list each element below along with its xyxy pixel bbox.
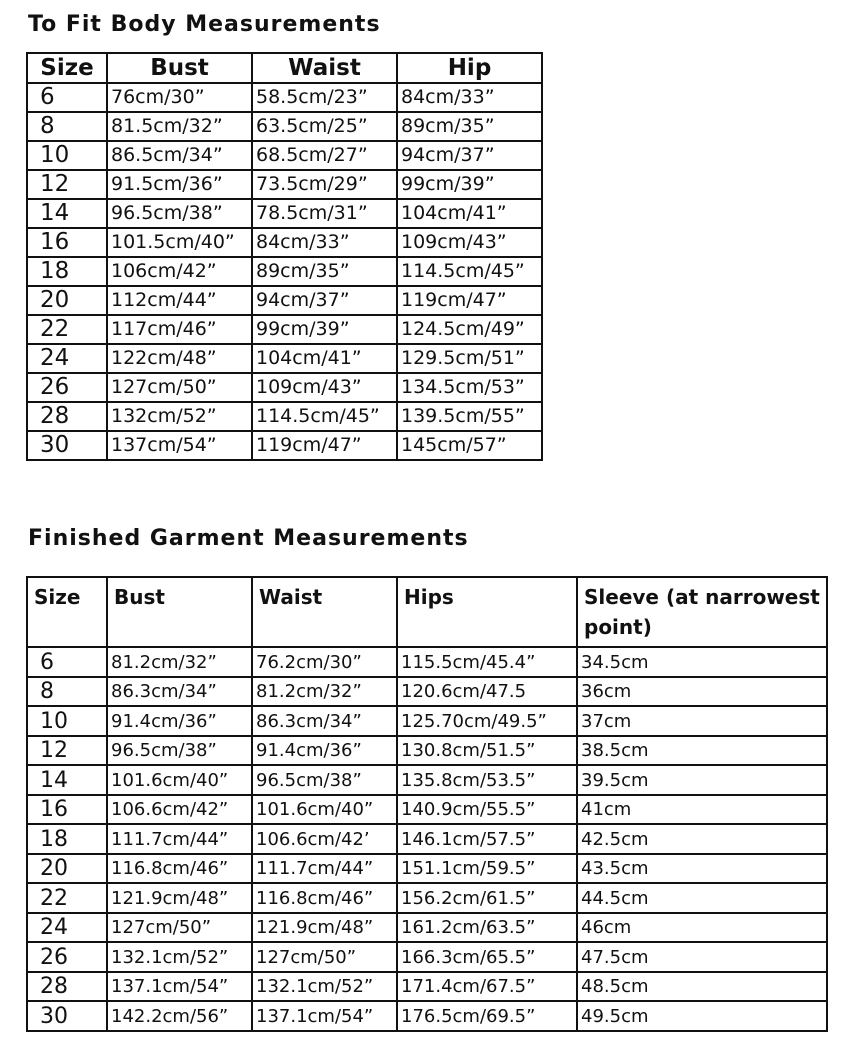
- measurement-cell: 81.2cm/32”: [252, 677, 397, 707]
- size-cell: 18: [27, 257, 107, 286]
- measurement-cell: 134.5cm/53”: [397, 373, 542, 402]
- measurement-cell: 101.6cm/40”: [252, 795, 397, 825]
- table-row: [27, 112, 542, 141]
- size-cell: 20: [27, 854, 107, 884]
- measurement-cell: 39.5cm: [577, 765, 827, 795]
- measurement-cell: 151.1cm/59.5”: [397, 854, 577, 884]
- measurement-cell: 119cm/47”: [252, 431, 397, 460]
- measurement-cell: 127cm/50”: [252, 942, 397, 972]
- measurement-cell: 76.2cm/30”: [252, 647, 397, 677]
- measurement-cell: 48.5cm: [577, 972, 827, 1002]
- column-header: Waist: [252, 53, 397, 83]
- table-row: [27, 706, 827, 736]
- measurement-cell: 176.5cm/69.5”: [397, 1001, 577, 1031]
- measurement-cell: 86.3cm/34”: [107, 677, 252, 707]
- column-header: Hips: [397, 577, 577, 647]
- column-header: Size: [27, 53, 107, 83]
- measurement-cell: 137.1cm/54”: [107, 972, 252, 1002]
- measurement-cell: 42.5cm: [577, 824, 827, 854]
- measurement-cell: 99cm/39”: [252, 315, 397, 344]
- column-header: Size: [27, 577, 107, 647]
- size-cell: 28: [27, 402, 107, 431]
- body-measurements-title: To Fit Body Measurements: [28, 12, 381, 37]
- measurement-cell: 132cm/52”: [107, 402, 252, 431]
- measurement-cell: 101.5cm/40”: [107, 228, 252, 257]
- size-cell: 8: [27, 112, 107, 141]
- measurement-cell: 132.1cm/52”: [107, 942, 252, 972]
- measurement-cell: 112cm/44”: [107, 286, 252, 315]
- measurement-cell: 104cm/41”: [252, 344, 397, 373]
- size-cell: 14: [27, 199, 107, 228]
- size-cell: 16: [27, 228, 107, 257]
- measurement-cell: 43.5cm: [577, 854, 827, 884]
- measurement-cell: 114.5cm/45”: [252, 402, 397, 431]
- measurement-cell: 94cm/37”: [397, 141, 542, 170]
- table-row: [27, 315, 542, 344]
- size-cell: 20: [27, 286, 107, 315]
- size-cell: 8: [27, 677, 107, 707]
- size-cell: 28: [27, 972, 107, 1002]
- measurement-cell: 166.3cm/65.5”: [397, 942, 577, 972]
- table-row: [27, 199, 542, 228]
- size-cell: 12: [27, 170, 107, 199]
- measurement-cell: 96.5cm/38”: [107, 736, 252, 766]
- size-cell: 14: [27, 765, 107, 795]
- size-cell: 26: [27, 942, 107, 972]
- measurement-cell: 94cm/37”: [252, 286, 397, 315]
- measurement-cell: 106cm/42”: [107, 257, 252, 286]
- table-row: [27, 373, 542, 402]
- measurement-cell: 127cm/50”: [107, 913, 252, 943]
- measurement-cell: 99cm/39”: [397, 170, 542, 199]
- measurement-cell: 81.2cm/32”: [107, 647, 252, 677]
- column-header: Hip: [397, 53, 542, 83]
- table-row: [27, 824, 827, 854]
- measurement-cell: 89cm/35”: [397, 112, 542, 141]
- column-header: Sleeve (at narrowest point): [577, 577, 827, 647]
- measurement-cell: 116.8cm/46”: [107, 854, 252, 884]
- table-row: [27, 170, 542, 199]
- measurement-cell: 129.5cm/51”: [397, 344, 542, 373]
- measurement-cell: 135.8cm/53.5”: [397, 765, 577, 795]
- table-row: [27, 913, 827, 943]
- table-row: [27, 286, 542, 315]
- measurement-cell: 115.5cm/45.4”: [397, 647, 577, 677]
- size-cell: 26: [27, 373, 107, 402]
- garment-measurements-table: [26, 576, 828, 1032]
- table-row: [27, 1001, 827, 1031]
- measurement-cell: 96.5cm/38”: [107, 199, 252, 228]
- measurement-cell: 89cm/35”: [252, 257, 397, 286]
- measurement-cell: 84cm/33”: [252, 228, 397, 257]
- measurement-cell: 91.4cm/36”: [252, 736, 397, 766]
- measurement-cell: 117cm/46”: [107, 315, 252, 344]
- table-row: [27, 141, 542, 170]
- measurement-cell: 130.8cm/51.5”: [397, 736, 577, 766]
- table-row: [27, 795, 827, 825]
- size-cell: 18: [27, 824, 107, 854]
- table-row: [27, 942, 827, 972]
- table-row: [27, 344, 542, 373]
- measurement-cell: 119cm/47”: [397, 286, 542, 315]
- table-row: [27, 883, 827, 913]
- table-row: [27, 402, 542, 431]
- measurement-cell: 124.5cm/49”: [397, 315, 542, 344]
- table-row: [27, 972, 827, 1002]
- size-cell: 10: [27, 706, 107, 736]
- measurement-cell: 121.9cm/48”: [252, 913, 397, 943]
- measurement-cell: 132.1cm/52”: [252, 972, 397, 1002]
- measurement-cell: 101.6cm/40”: [107, 765, 252, 795]
- measurement-cell: 106.6cm/42’: [252, 824, 397, 854]
- garment-measurements-title: Finished Garment Measurements: [28, 526, 469, 551]
- table-row: [27, 765, 827, 795]
- measurement-cell: 36cm: [577, 677, 827, 707]
- header-row: [27, 53, 542, 83]
- measurement-cell: 81.5cm/32”: [107, 112, 252, 141]
- measurement-cell: 104cm/41”: [397, 199, 542, 228]
- measurement-cell: 49.5cm: [577, 1001, 827, 1031]
- table-row: [27, 854, 827, 884]
- measurement-cell: 140.9cm/55.5”: [397, 795, 577, 825]
- measurement-cell: 91.5cm/36”: [107, 170, 252, 199]
- size-cell: 6: [27, 647, 107, 677]
- table-row: [27, 677, 827, 707]
- measurement-cell: 137cm/54”: [107, 431, 252, 460]
- table-row: [27, 83, 542, 112]
- measurement-cell: 127cm/50”: [107, 373, 252, 402]
- measurement-cell: 47.5cm: [577, 942, 827, 972]
- measurement-cell: 109cm/43”: [397, 228, 542, 257]
- measurement-cell: 63.5cm/25”: [252, 112, 397, 141]
- column-header: Bust: [107, 53, 252, 83]
- measurement-cell: 96.5cm/38”: [252, 765, 397, 795]
- size-cell: 24: [27, 913, 107, 943]
- measurement-cell: 139.5cm/55”: [397, 402, 542, 431]
- size-cell: 10: [27, 141, 107, 170]
- size-cell: 24: [27, 344, 107, 373]
- measurement-cell: 86.5cm/34”: [107, 141, 252, 170]
- measurement-cell: 146.1cm/57.5”: [397, 824, 577, 854]
- measurement-cell: 161.2cm/63.5”: [397, 913, 577, 943]
- size-cell: 30: [27, 431, 107, 460]
- measurement-cell: 91.4cm/36”: [107, 706, 252, 736]
- measurement-cell: 125.70cm/49.5”: [397, 706, 577, 736]
- measurement-cell: 109cm/43”: [252, 373, 397, 402]
- column-header: Bust: [107, 577, 252, 647]
- measurement-cell: 34.5cm: [577, 647, 827, 677]
- measurement-cell: 44.5cm: [577, 883, 827, 913]
- measurement-cell: 114.5cm/45”: [397, 257, 542, 286]
- measurement-cell: 78.5cm/31”: [252, 199, 397, 228]
- measurement-cell: 46cm: [577, 913, 827, 943]
- table-row: [27, 736, 827, 766]
- measurement-cell: 116.8cm/46”: [252, 883, 397, 913]
- measurement-cell: 86.3cm/34”: [252, 706, 397, 736]
- column-header: Waist: [252, 577, 397, 647]
- measurement-cell: 142.2cm/56”: [107, 1001, 252, 1031]
- table-row: [27, 228, 542, 257]
- measurement-cell: 120.6cm/47.5: [397, 677, 577, 707]
- measurement-cell: 137.1cm/54”: [252, 1001, 397, 1031]
- measurement-cell: 38.5cm: [577, 736, 827, 766]
- size-cell: 22: [27, 883, 107, 913]
- measurement-cell: 111.7cm/44”: [252, 854, 397, 884]
- measurement-cell: 121.9cm/48”: [107, 883, 252, 913]
- size-cell: 6: [27, 83, 107, 112]
- measurement-cell: 156.2cm/61.5”: [397, 883, 577, 913]
- body-measurements-table: [26, 52, 543, 461]
- table-row: [27, 257, 542, 286]
- table-row: [27, 431, 542, 460]
- measurement-cell: 111.7cm/44”: [107, 824, 252, 854]
- size-cell: 16: [27, 795, 107, 825]
- measurement-cell: 84cm/33”: [397, 83, 542, 112]
- table-row: [27, 647, 827, 677]
- header-row: [27, 577, 827, 647]
- measurement-cell: 171.4cm/67.5”: [397, 972, 577, 1002]
- measurement-cell: 73.5cm/29”: [252, 170, 397, 199]
- measurement-cell: 68.5cm/27”: [252, 141, 397, 170]
- measurement-cell: 145cm/57”: [397, 431, 542, 460]
- size-cell: 30: [27, 1001, 107, 1031]
- size-cell: 22: [27, 315, 107, 344]
- measurement-cell: 41cm: [577, 795, 827, 825]
- measurement-cell: 76cm/30”: [107, 83, 252, 112]
- measurement-cell: 37cm: [577, 706, 827, 736]
- measurement-cell: 58.5cm/23”: [252, 83, 397, 112]
- size-cell: 12: [27, 736, 107, 766]
- measurement-cell: 122cm/48”: [107, 344, 252, 373]
- measurement-cell: 106.6cm/42”: [107, 795, 252, 825]
